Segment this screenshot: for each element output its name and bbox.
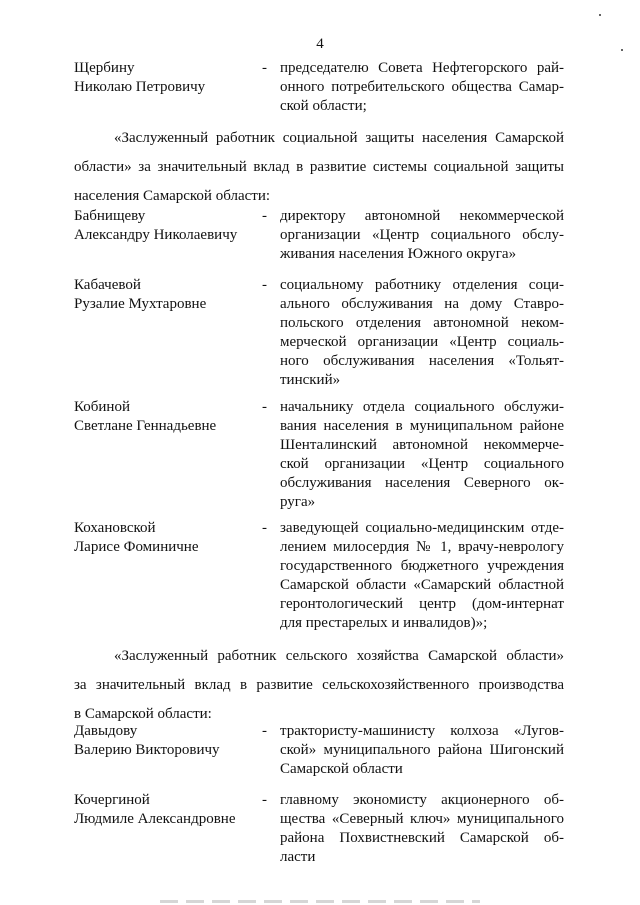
position-line: главному экономисту акционерного об- [280, 792, 564, 808]
recipient-given-name: Людмиле Александровне [74, 811, 236, 827]
recipient-given-name: Николаю Петровичу [74, 79, 206, 95]
dash-separator: - [262, 277, 267, 293]
dash-separator: - [262, 792, 267, 808]
recipient-surname: Кабачевой [74, 277, 141, 293]
recipient-position [280, 722, 564, 779]
recipient-surname: Давыдову [74, 723, 138, 739]
position-line: вания населения в муниципальном районе [280, 418, 564, 434]
paragraph-line: населения Самарской области: [74, 188, 271, 204]
recipient-position [280, 207, 564, 264]
paragraph-line: области» за значительный вклад в развитие системы социальной защиты [74, 159, 564, 175]
position-line: ской» муниципального района Шигонский [280, 742, 564, 758]
paragraph-line: «Заслуженный работник сельского хозяйства Самарской области» [114, 648, 564, 664]
position-line: для престарелых и инвалидов)»; [280, 615, 488, 631]
scan-speck [599, 14, 601, 16]
position-line: государственного бюджетного учреждения [280, 558, 564, 574]
position-line: мерческой организации «Центр социаль- [280, 334, 564, 350]
position-line: обслуживания населения Северного ок- [280, 475, 564, 491]
paragraph-line: «Заслуженный работник социальной защиты населения Самарской [114, 130, 564, 146]
position-line: руга» [280, 494, 316, 510]
recipient-surname: Кобиной [74, 399, 130, 415]
recipient-name [74, 722, 254, 760]
recipient-surname: Кочергиной [74, 792, 150, 808]
paragraph-line: в Самарской области: [74, 706, 212, 722]
recipient-name [74, 59, 254, 97]
recipient-name [74, 398, 254, 436]
position-line: щества «Северный ключ» муниципального [280, 811, 564, 827]
dash-separator: - [262, 399, 267, 415]
position-line: тинский» [280, 372, 341, 388]
position-line: Шенталинский автономной некоммерче- [280, 437, 564, 453]
position-line: лением милосердия № 1, врачу-неврологу [280, 539, 564, 555]
position-line: ской организации «Центр социального [280, 456, 564, 472]
position-line: директору автономной некоммерческой [280, 208, 564, 224]
scan-edge-artifact [160, 900, 480, 903]
position-line: организации «Центр социального обслу- [280, 227, 564, 243]
dash-separator: - [262, 723, 267, 739]
position-line: живания населения Южного округа» [280, 246, 517, 262]
recipient-name [74, 791, 254, 829]
position-line: геронтологический центр (дом-интернат [280, 596, 564, 612]
position-line: ального обслуживания на дому Ставро- [280, 296, 564, 312]
position-line: председателю Совета Нефтегорского рай- [280, 60, 564, 76]
recipient-given-name: Светлане Геннадьевне [74, 418, 217, 434]
recipient-given-name: Ларисе Фоминичне [74, 539, 199, 555]
position-line: Самарской области «Самарский областной [280, 577, 564, 593]
position-line: ской области; [280, 98, 367, 114]
recipient-position [280, 791, 564, 867]
position-line: трактористу-машинисту колхоза «Лугов- [280, 723, 564, 739]
position-line: польского отделения автономной неком- [280, 315, 564, 331]
position-line: района Похвистневский Самарской об- [280, 830, 564, 846]
recipient-given-name: Валерию Викторовичу [74, 742, 220, 758]
recipient-surname: Щербину [74, 60, 135, 76]
position-line: ласти [280, 849, 316, 865]
recipient-surname: Кохановской [74, 520, 156, 536]
award-title-paragraph [74, 124, 564, 211]
recipient-position [280, 519, 564, 633]
paragraph-line: за значительный вклад в развитие сельскохозяйственного производства [74, 677, 564, 693]
award-title-paragraph [74, 642, 564, 729]
recipient-given-name: Рузалие Мухтаровне [74, 296, 207, 312]
position-line: социальному работнику отделения соци- [280, 277, 564, 293]
position-line: ного обслуживания населения «Тольят- [280, 353, 564, 369]
recipient-position [280, 398, 564, 512]
recipient-position [280, 276, 564, 390]
position-line: Самарской области [280, 761, 403, 777]
scan-speck [621, 49, 623, 51]
position-line: заведующей социально-медицинским отде- [280, 520, 564, 536]
position-line: онного потребительского общества Самар- [280, 79, 564, 95]
dash-separator: - [262, 60, 267, 76]
dash-separator: - [262, 208, 267, 224]
recipient-name [74, 207, 254, 245]
position-line: начальнику отдела социального обслужи- [280, 399, 564, 415]
recipient-name [74, 276, 254, 314]
page-number: 4 [316, 36, 324, 52]
recipient-given-name: Александру Николаевичу [74, 227, 238, 243]
recipient-name [74, 519, 254, 557]
recipient-position [280, 59, 564, 116]
dash-separator: - [262, 520, 267, 536]
recipient-surname: Бабнищеву [74, 208, 146, 224]
